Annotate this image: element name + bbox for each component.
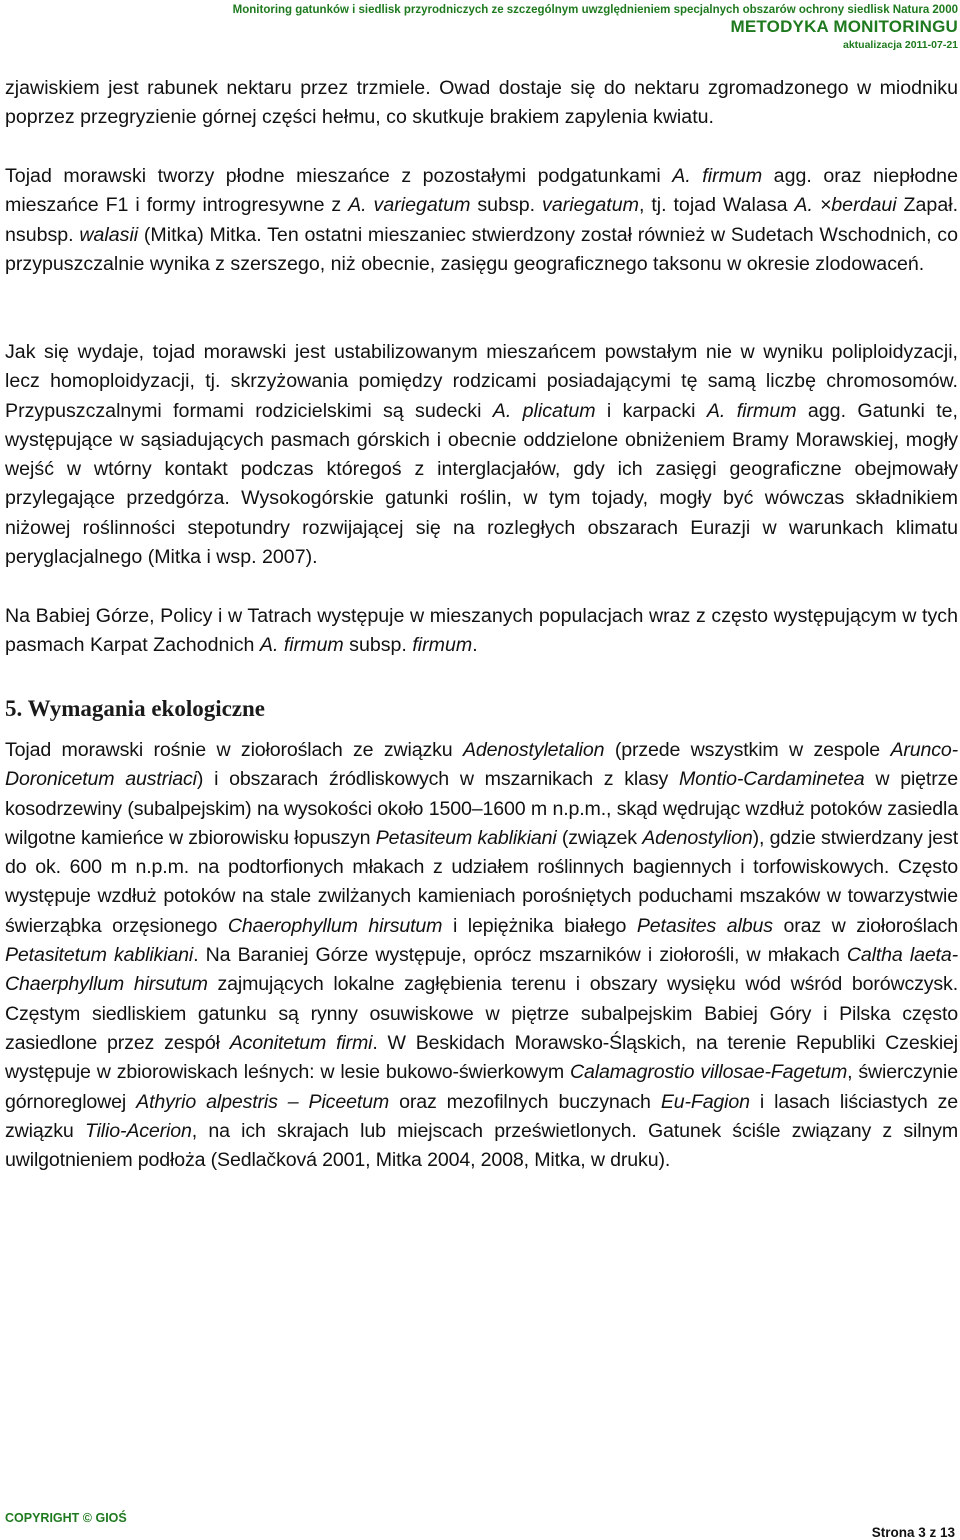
section-heading: 5. Wymagania ekologiczne [5, 696, 266, 721]
paragraph-populations: Na Babiej Górze, Policy i w Tatrach występuje w mieszanych populacjach wraz z często występującym w tych pasmach Karpat Zachodnich A. firmum subsp. firmum. [5, 605, 958, 657]
footer-copyright: COPYRIGHT © GIOŚ [5, 1511, 127, 1525]
header-project-title: Monitoring gatunków i siedlisk przyrodniczych ze szczególnym uwzględnieniem specjalnych obszarów ochrony siedlisk Natura 2000 [232, 4, 958, 16]
footer-page-number: Strona 3 z 13 [871, 1525, 955, 1540]
paragraph-hybrids: Tojad morawski tworzy płodne mieszańce z pozostałymi podgatunkami A. firmum agg. oraz niepłodne mieszańce F1 i formy introgresywne z A. variegatum subsp. variegatum, tj. tojad Walasa A. ×berdaui Zapał. nsubsp. walasii (Mitka) Mitka. Ten ostatni mieszaniec stwierdzony został również w Sudetach Wschodnich, co przypuszczalnie wynika z szerszego, niż obecnie, zasięgu geograficznego taksonu w okresie zlodowaceń. [5, 165, 959, 275]
header-methodology-title: METODYKA MONITORINGU [730, 17, 958, 36]
paragraph-ecological-requirements: Tojad morawski rośnie w ziołoroślach ze związku Adenostyletalion (przede wszystkim w zespole Arunco-Doronicetum austriaci) i obszarach źródliskowych w mszarnikach z klasy Montio-Cardaminetea w piętrze kosodrzewiny (subalpejskim) na wysokości około 1500–1600 m n.p.m., skąd wędrując wzdłuż potoków zasiedla wilgotne kamieńce w zbiorowisku łopuszyn Petasiteum kablikiani (związek Adenostylion), gdzie stwierdzany jest do ok. 600 m n.p.m. na podtorfionych młakach z udziałem roślinnych bagiennych i torfowiskowych. Często występuje wzdłuż potoków na stale zwilżanych kamieniach porośniętych poduchami mszaków w towarzystwie świerząbka orzęsionego Chaerophyllum hirsutum i lepiężnika białego Petasites albus oraz w ziołoroślach Petasitetum kablikiani. Na Baraniej Górze występuje, oprócz mszarników i ziołorośli, w młakach Caltha laeta-Chaerphyllum hirsutum zajmujących lokalne zagłębienia terenu i obszary wysięku wód wśród borówczysk. Częstym siedliskiem gatunku są rynny osuwiskowe w piętrze subalpejskim Babiej Góry i Pilska często zasiedlone przez zespół Aconitetum firmi. W Beskidach Morawsko-Śląskich, na terenie Republiki Czeskiej występuje w zbiorowiskach leśnych: w lesie bukowo-świerkowym Calamagrostio villosae-Fagetum, świerczynie górnoreglowej Athyrio alpestris – Piceetum oraz mezofilnych buczynach Eu-Fagion i lasach liściastych ze związku Tilio-Acerion, na ich skrajach lub miejscach prześwietlonych. Gatunek ściśle związany z silnym uwilgotnieniem podłoża (Sedlačková 2001, Mitka 2004, 2008, Mitka, w druku). [5, 739, 959, 1172]
paragraph-homoploid-origin: Jak się wydaje, tojad morawski jest ustabilizowanym mieszańcem powstałym nie w wyniku poliploidyzacji, lecz homoploidyzacji, tj. skrzyżowania pomiędzy rodzicami posiadającymi tę samą liczbę chromosomów. Przypuszczalnymi formami rodzicielskimi są sudecki A. plicatum i karpacki A. firmum agg. Gatunki te, występujące w sąsiadujących pasmach górskich i obecnie oddzielone obniżeniem Bramy Morawskiej, mogły wejść w wtórny kontakt podczas któregoś z interglacjałów, gdy ich zasięgi geograficzne obejmowały przylegające przedgórza. Wysokogórskie gatunki roślin, w tym tojady, mogły być wówczas składnikiem niżowej roślinności stepotundry rozwijającej się na rozległych obszarach Eurazji w warunkach klimatu peryglacjalnego (Mitka i wsp. 2007). [5, 341, 958, 569]
header-update-date: aktualizacja 2011-07-21 [843, 39, 958, 51]
paragraph-nectar-robbery: zjawiskiem jest rabunek nektaru przez trzmiele. Owad dostaje się do nektaru zgromadzonego w miodniku poprzez przegryzienie górnej części hełmu, co skutkuje brakiem zapylenia kwiatu. [5, 77, 958, 129]
